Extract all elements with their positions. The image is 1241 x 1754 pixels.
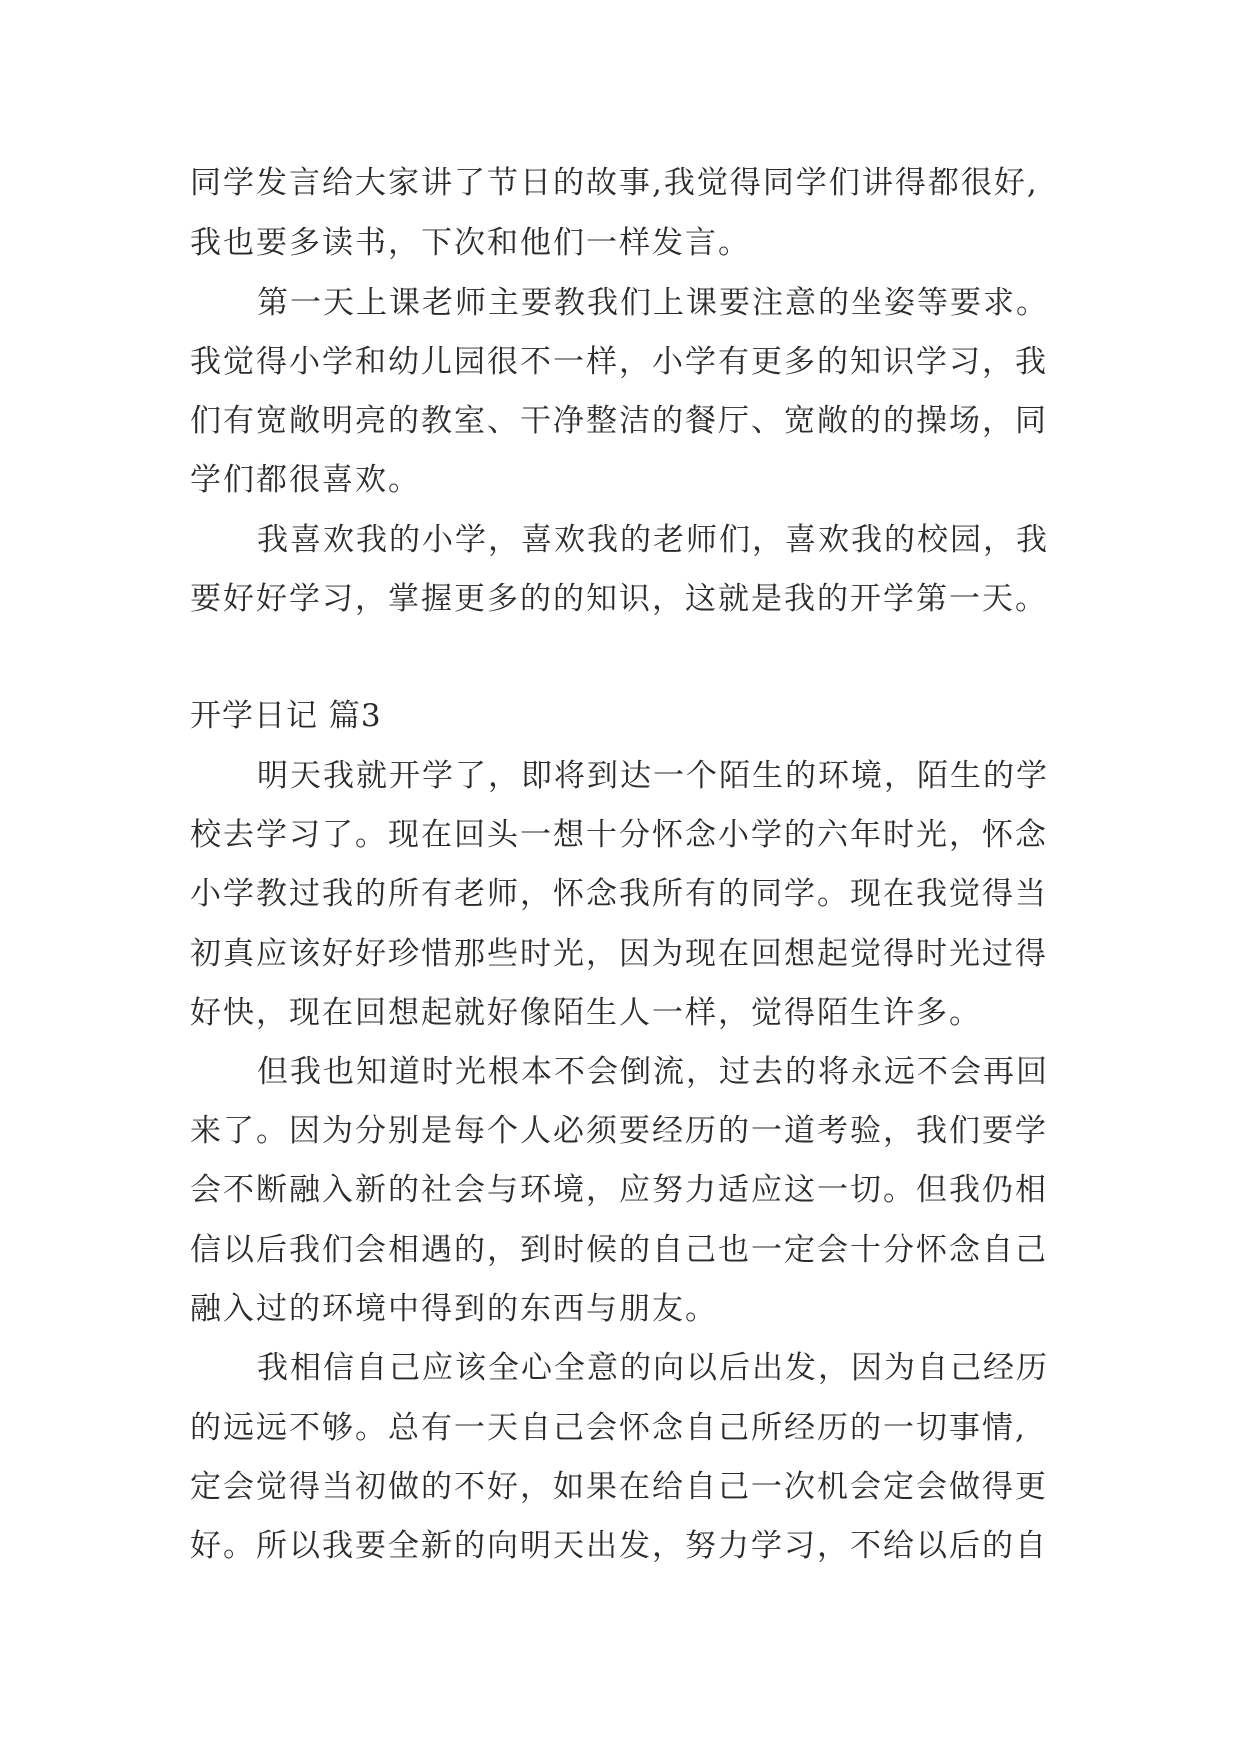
paragraph-first-line: 明天我就开学了，即将到达一个陌生的环境，陌生的学 — [257, 758, 1049, 794]
text-line: 定会觉得当初做的不好，如果在给自己一次机会定会做得更 — [190, 1469, 1048, 1505]
paragraph-first-line: 但我也知道时光根本不会倒流，过去的将永远不会再回 — [257, 1054, 1049, 1090]
text-line: 信以后我们会相遇的，到时候的自己也一定会十分怀念自己 — [190, 1232, 1048, 1268]
text-line: 来了。因为分别是每个人必须要经历的一道考验，我们要学 — [190, 1113, 1048, 1149]
text-line: 小学教过我的所有老师，怀念我所有的同学。现在我觉得当 — [190, 876, 1048, 912]
text-line: 校去学习了。现在回头一想十分怀念小学的六年时光，怀念 — [190, 817, 1048, 853]
section-heading: 开学日记 篇3 — [190, 698, 382, 734]
paragraph-first-line: 我相信自己应该全心全意的向以后出发，因为自己经历 — [257, 1350, 1049, 1386]
paragraph-first-line: 第一天上课老师主要教我们上课要注意的坐姿等要求。 — [257, 285, 1049, 321]
text-line: 的远远不够。总有一天自己会怀念自己所经历的一切事情, — [190, 1410, 1027, 1446]
text-line: 我也要多读书，下次和他们一样发言。 — [190, 225, 751, 261]
text-line: 们有宽敞明亮的教室、干净整洁的餐厅、宽敞的的操场，同 — [190, 403, 1048, 439]
text-line: 初真应该好好珍惜那些时光，因为现在回想起觉得时光过得 — [190, 936, 1048, 972]
text-line: 好。所以我要全新的向明天出发，努力学习，不给以后的自 — [190, 1528, 1048, 1564]
paragraph-first-line: 我喜欢我的小学，喜欢我的老师们，喜欢我的校园，我 — [257, 522, 1049, 558]
text-line: 同学发言给大家讲了节日的故事,我觉得同学们讲得都很好, — [190, 165, 1039, 201]
text-line: 会不断融入新的社会与环境，应努力适应这一切。但我仍相 — [190, 1172, 1048, 1208]
text-line: 融入过的环境中得到的东西与朋友。 — [190, 1291, 718, 1327]
text-line: 要好好学习，掌握更多的的知识，这就是我的开学第一天。 — [190, 581, 1048, 617]
text-line: 学们都很喜欢。 — [190, 462, 421, 498]
text-line: 好快，现在回想起就好像陌生人一样，觉得陌生许多。 — [190, 995, 982, 1031]
text-line: 我觉得小学和幼儿园很不一样，小学有更多的知识学习，我 — [190, 344, 1048, 380]
